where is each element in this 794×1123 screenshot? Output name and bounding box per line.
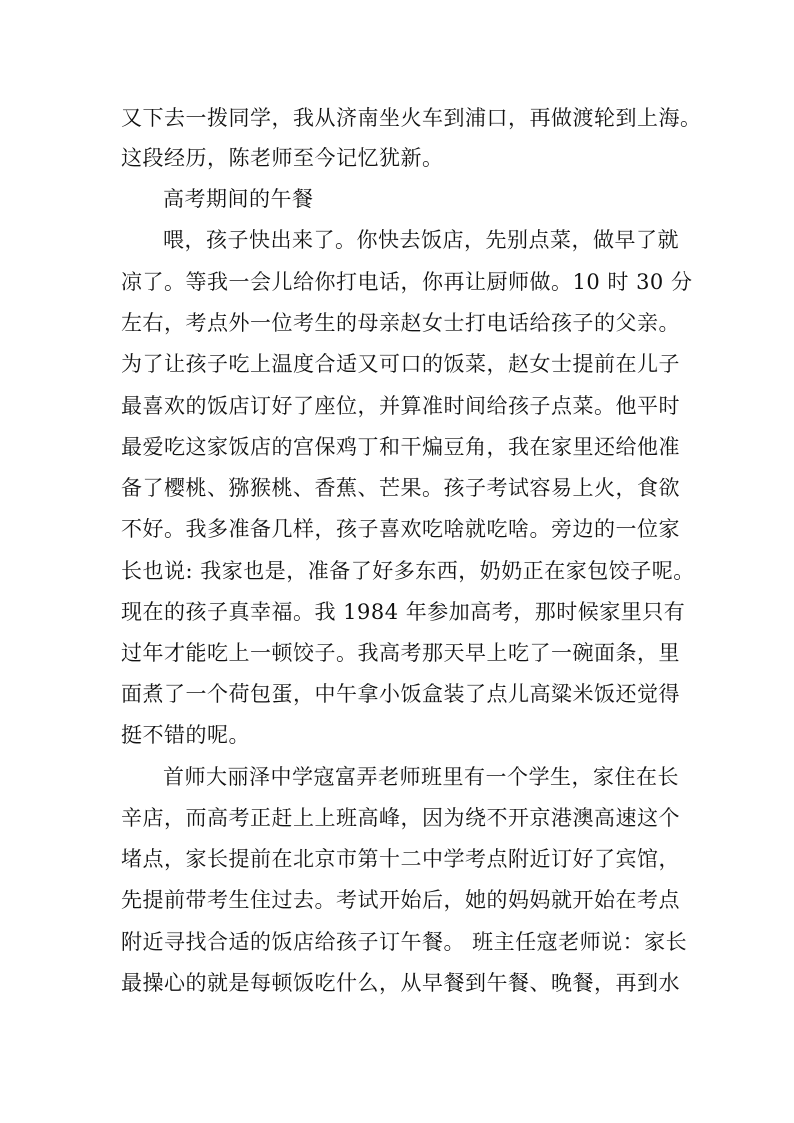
text-line: 附近寻找合适的饭店给孩子订午餐。 班主任寇老师说：家长 (121, 930, 688, 954)
text-line: 为了让孩子吃上温度合适又可口的饭菜，赵女士提前在儿子 (121, 352, 680, 376)
text-line: 长也说: 我家也是，准备了好多东西，奶奶正在家包饺子呢。 (121, 559, 695, 583)
text-line: 这段经历，陈老师至今记忆犹新。 (121, 146, 444, 170)
section-heading: 高考期间的午餐 (163, 187, 314, 211)
text-line: 首师大丽泽中学寇富弄老师班里有一个学生，家住在长 (163, 765, 679, 789)
text-line: 最操心的就是每顿饭吃什么，从早餐到午餐、晚餐，再到水 (121, 971, 680, 995)
text-line: 最喜欢的饭店订好了座位，并算准时间给孩子点菜。他平时 (121, 394, 680, 418)
text-line: 又下去一拨同学，我从济南坐火车到浦口，再做渡轮到上海。 (121, 106, 702, 130)
text-line: 先提前带考生住过去。考试开始后，她的妈妈就开始在考点 (121, 888, 680, 912)
text-line: 现在的孩子真幸福。我 1984 年参加高考，那时候家里只有 (121, 600, 686, 624)
text-line: 最爱吃这家饭店的宫保鸡丁和干煸豆角，我在家里还给他准 (121, 435, 680, 459)
text-line: 挺不错的呢。 (121, 723, 250, 747)
text-line: 喂，孩子快出来了。你快去饭店，先别点菜，做早了就 (163, 228, 679, 252)
text-line: 过年才能吃上一顿饺子。我高考那天早上吃了一碗面条，里 (121, 641, 680, 665)
text-line: 不好。我多准备几样，孩子喜欢吃啥就吃啥。旁边的一位家 (121, 517, 680, 541)
text-line: 凉了。等我一会儿给你打电话，你再让厨师做。10 时 30 分 (121, 270, 693, 294)
text-line: 左右，考点外一位考生的母亲赵女士打电话给孩子的父亲。 (121, 311, 680, 335)
text-line: 堵点，家长提前在北京市第十二中学考点附近订好了宾馆， (121, 847, 680, 871)
text-line: 备了樱桃、猕猴桃、香蕉、芒果。孩子考试容易上火，食欲 (121, 476, 680, 500)
text-line: 辛店，而高考正赶上上班高峰，因为绕不开京港澳高速这个 (121, 806, 680, 830)
text-line: 面煮了一个荷包蛋，中午拿小饭盒装了点儿高粱米饭还觉得 (121, 682, 680, 706)
